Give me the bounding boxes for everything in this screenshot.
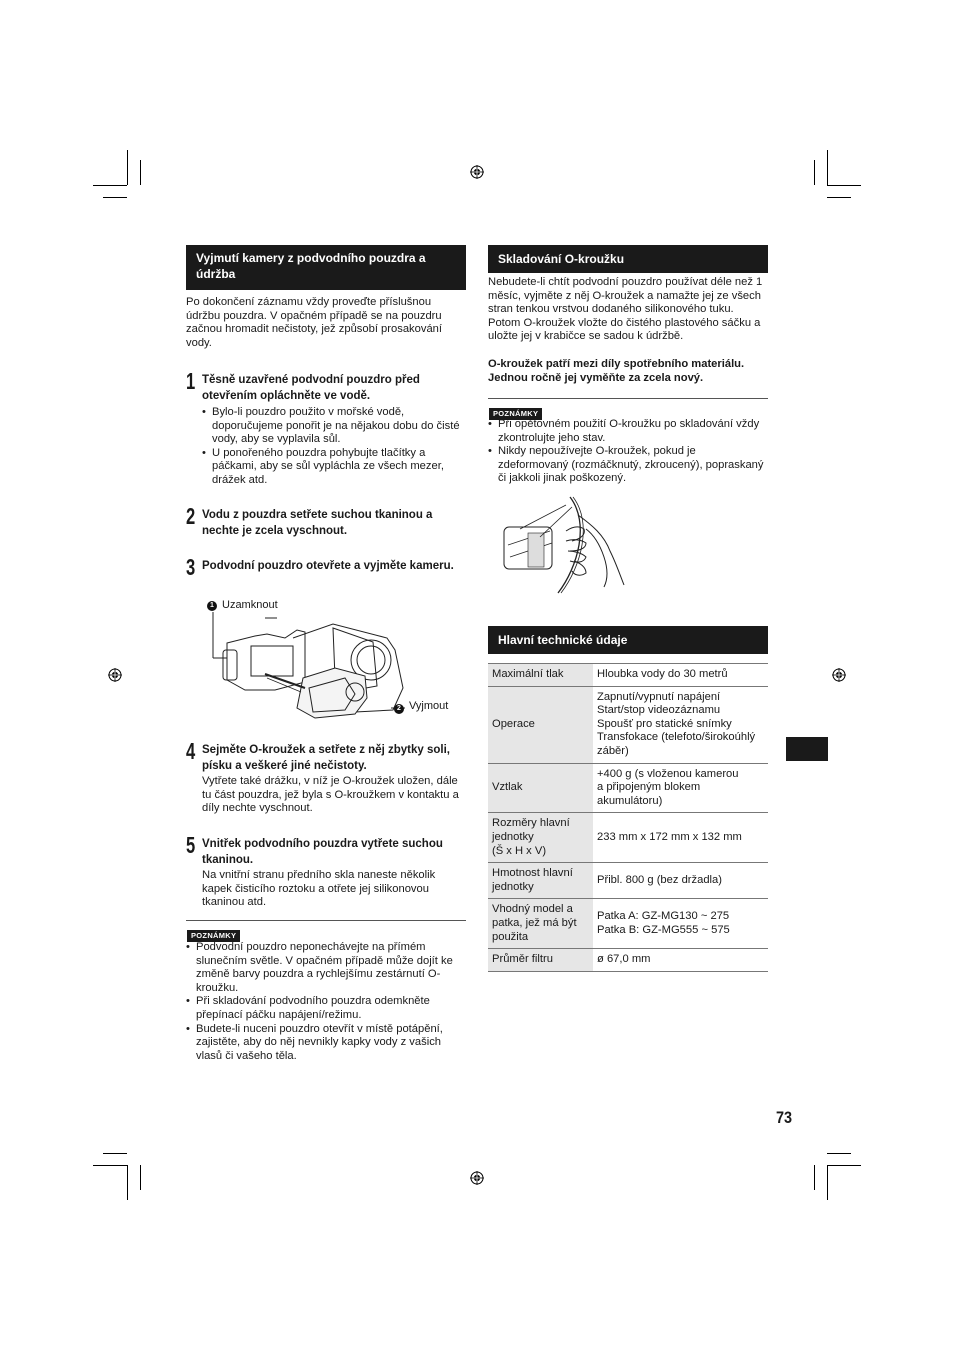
registration-mark-icon	[470, 1171, 484, 1185]
table-row	[488, 664, 768, 687]
spec-value: Patka A: GZ-MG130 ~ 275 Patka B: GZ-MG555 ~ 575	[593, 899, 768, 949]
step-number: 3	[186, 554, 196, 580]
step-number: 5	[186, 832, 196, 858]
label-lock: Uzamknout	[222, 599, 278, 611]
registration-mark-icon	[832, 668, 846, 682]
page-number: 73	[776, 1108, 793, 1127]
spec-key: Maximální tlak	[488, 664, 593, 687]
step-body: Na vnitřní stranu předního skla naneste několik kapek čisticího roztoku a otřete jej silikonovou tkaninou atd.	[202, 869, 436, 909]
step-body: Vytřete také drážku, v níž je O-kroužek uložen, dále tu část pouzdra, jež byla s O-kroužkem v kontaktu a díly nechte vyschnout.	[202, 775, 459, 815]
table-row	[488, 949, 768, 972]
step-4	[186, 738, 466, 816]
list-item: • Nikdy nepoužívejte O-kroužek, pokud je zdeformovaný (rozmáčknutý, zkroucený), popraskaný či jakkoli jinak poškozený.	[488, 445, 768, 486]
table-row	[488, 863, 768, 899]
step-title: Těsně uzavřené podvodní pouzdro před otevřením opláchněte ve vodě.	[202, 374, 420, 402]
spec-key: Vhodný model a patka, jež má být použita	[488, 899, 593, 949]
list-item: • Podvodní pouzdro neponechávejte na přímém slunečním světle. V opačném případě může dojít ke změně barvy pouzdra a rychlejšímu zestárnutí O-kroužku.	[186, 941, 466, 995]
list-item: • Bylo-li pouzdro použito v mořské vodě, doporučujeme ponořit je na nějakou dobu do čisté vody, aby se vyplavila sůl.	[202, 406, 466, 447]
notes-badge: POZNÁMKY	[187, 930, 240, 942]
step-bullets	[202, 406, 466, 488]
list-item: • Budete-li nuceni pouzdro otevřít v místě potápění, zajistěte, aby do něj nevnikly kapky vody z vašich vlasů či vašeho těla.	[186, 1023, 466, 1064]
step-number: 2	[186, 503, 196, 529]
table-row	[488, 763, 768, 813]
step-2	[186, 503, 466, 539]
spec-value: +400 g (s vloženou kamerou a připojeným blokem akumulátoru)	[593, 763, 768, 813]
spec-table	[488, 663, 768, 972]
intro-paragraph: Po dokončení záznamu vždy proveďte příslušnou údržbu pouzdra. V opačném případě se na pouzdru začnou hromadit nečistoty, jež způsobí prosakování vody.	[186, 296, 443, 349]
spec-key: Průměr filtru	[488, 949, 593, 972]
spec-value: Hloubka vody do 30 metrů	[593, 664, 768, 687]
o-ring-inspection-illustration	[500, 495, 630, 595]
section-header-storage: Skladování O-kroužku	[488, 245, 768, 273]
table-row	[488, 686, 768, 763]
list-item: • Při skladování podvodního pouzdra odemkněte přepínací páčku napájení/režimu.	[186, 995, 466, 1022]
label-2-number: 2	[397, 705, 401, 712]
registration-mark-icon	[470, 165, 484, 179]
step-title: Podvodní pouzdro otevřete a vyjměte kameru.	[202, 560, 454, 572]
spec-key: Operace	[488, 686, 593, 763]
notes-badge: POZNÁMKY	[489, 408, 542, 420]
section-header-specs: Hlavní technické údaje	[488, 626, 768, 654]
step-3	[186, 554, 466, 580]
side-tab	[786, 737, 828, 761]
label-remove: Vyjmout	[409, 700, 449, 712]
spec-key: Hmotnost hlavní jednotky	[488, 863, 593, 899]
step-1	[186, 368, 466, 488]
spec-key: Rozměry hlavní jednotky (Š x H x V)	[488, 813, 593, 863]
notes-list	[488, 418, 768, 486]
step-5	[186, 832, 466, 910]
spec-key: Vztlak	[488, 763, 593, 813]
spec-value: Zapnutí/vypnutí napájení Start/stop videozáznamu Spoušť pro statické snímky Transfokace (telefoto/širokoúhlý záběr)	[593, 686, 768, 763]
divider	[488, 398, 768, 399]
spec-value: Přibl. 800 g (bez držadla)	[593, 863, 768, 899]
label-1-number: 1	[210, 602, 214, 609]
storage-bold-paragraph: O-kroužek patří mezi díly spotřebního materiálu. Jednou ročně jej vyměňte za zcela nový.	[488, 358, 745, 384]
list-item: • Při opětovném použití O-kroužku po skladování vždy zkontrolujte jeho stav.	[488, 418, 768, 445]
table-row	[488, 899, 768, 949]
step-title: Vnitřek podvodního pouzdra vytřete suchou tkaninou.	[202, 838, 443, 866]
registration-mark-icon	[108, 668, 122, 682]
step-number: 4	[186, 738, 196, 764]
list-item: • U ponořeného pouzdra pohybujte tlačítky a páčkami, aby se sůl vypláchla ze všech mezer, drážek atd.	[202, 447, 466, 488]
step-title: Sejměte O-kroužek a setřete z něj zbytky soli, písku a veškeré jiné nečistoty.	[202, 744, 450, 772]
step-title: Vodu z pouzdra setřete suchou tkaninou a nechte je zcela vyschnout.	[202, 509, 433, 537]
table-row	[488, 813, 768, 863]
storage-paragraph: Nebudete-li chtít podvodní pouzdro používat déle než 1 měsíc, vyjměte z něj O-kroužek a namažte jej ze všech stran tenkou vrstvou dodaného silikonového tuku. Potom O-kroužek vložte do čistého plastového sáčku a uložte jej v krabičce se sadou k údržbě.	[488, 276, 763, 343]
notes-list	[186, 941, 466, 1063]
spec-value: 233 mm x 172 mm x 132 mm	[593, 813, 768, 863]
step-number: 1	[186, 368, 196, 394]
section-header-removal: Vyjmutí kamery z podvodního pouzdra a údržba	[186, 245, 466, 290]
o-ring-figure	[500, 495, 630, 595]
divider	[186, 920, 466, 921]
spec-value: ø 67,0 mm	[593, 949, 768, 972]
